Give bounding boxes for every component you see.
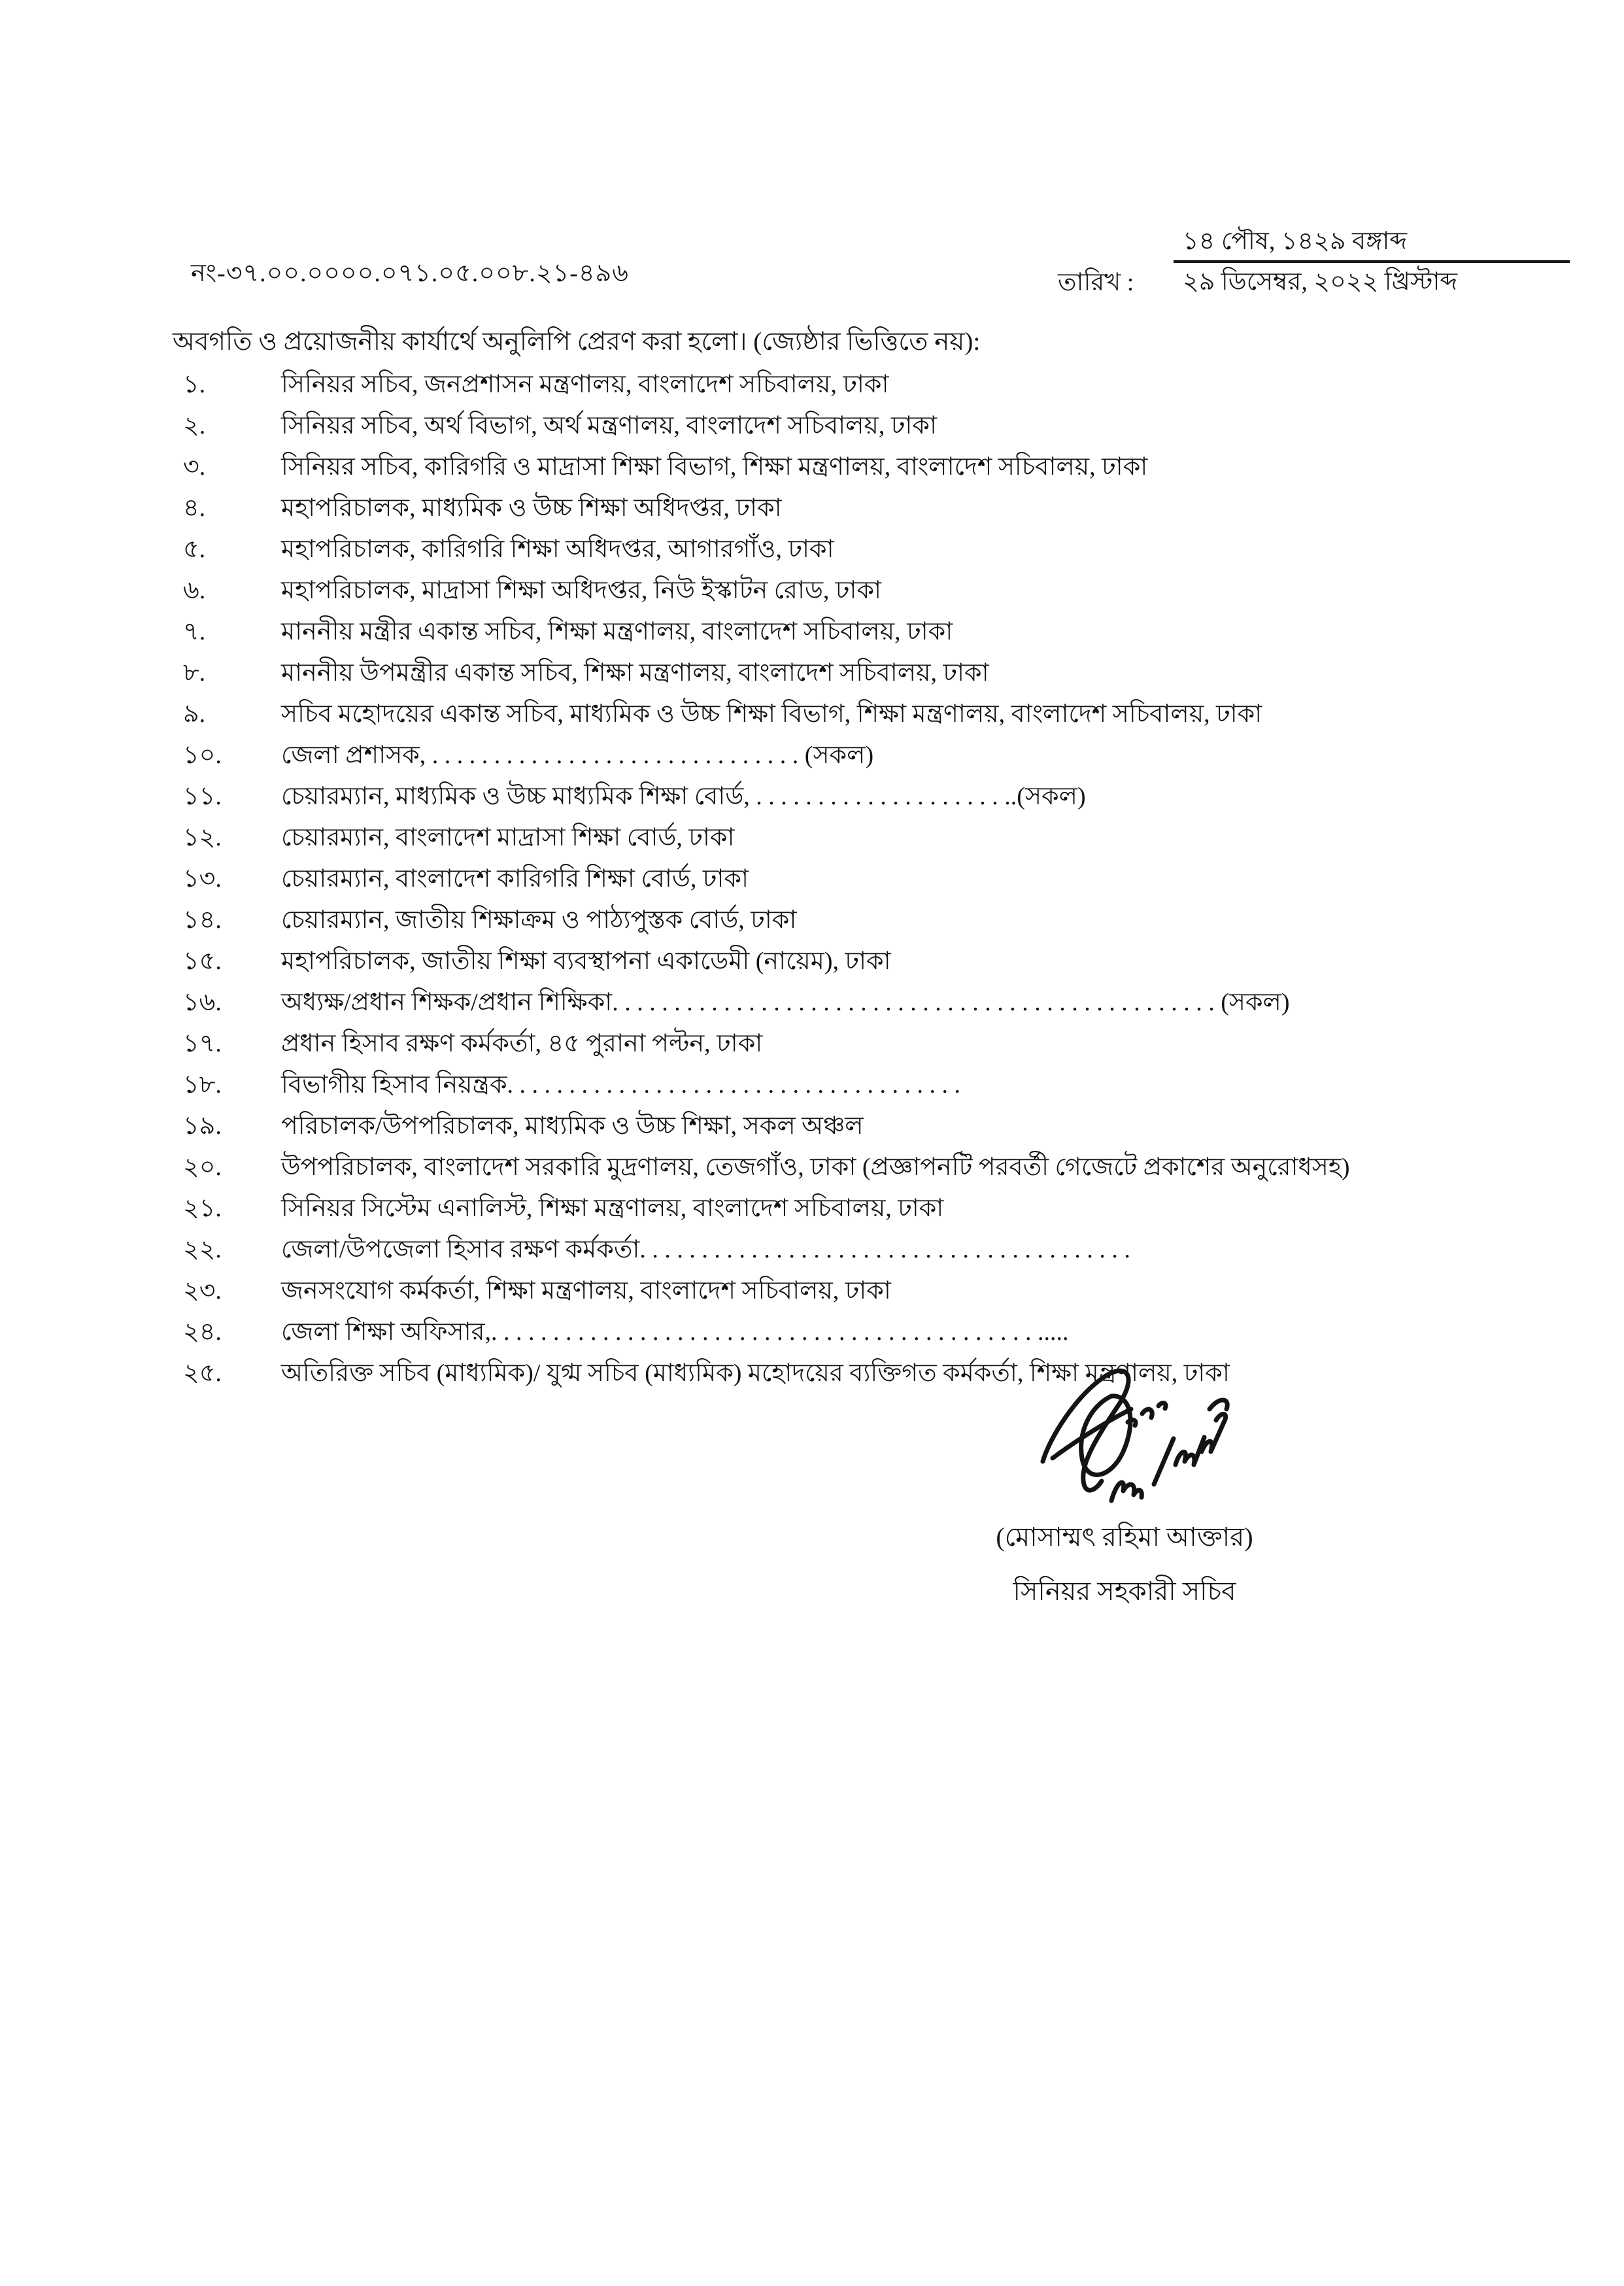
list-item-text: সিনিয়র সচিব, কারিগরি ও মাদ্রাসা শিক্ষা বিভাগ, শিক্ষা মন্ত্রণালয়, বাংলাদেশ সচিবালয়, ঢাকা <box>281 453 1148 481</box>
list-item <box>177 1233 1569 1274</box>
list-item <box>177 944 1569 985</box>
list-item <box>177 697 1569 738</box>
list-item-number: ১৭. <box>183 1030 222 1057</box>
list-item-number: ২৩. <box>183 1277 222 1305</box>
list-item-number: ২. <box>183 412 206 439</box>
list-item <box>177 738 1569 779</box>
list-item-text: জেলা প্রশাসক, . . . . . . . . . . . . . . . . . . . . . . . . . . . . . . (সকল) <box>281 742 874 769</box>
list-item <box>177 367 1569 409</box>
list-item-number: ৪. <box>183 494 206 522</box>
signature-block <box>948 1360 1301 1614</box>
list-item-number: ১৮. <box>183 1071 222 1099</box>
list-item-number: ৬. <box>183 577 206 604</box>
list-item-number: ২৪. <box>183 1318 222 1346</box>
date-bangla-calendar: ১৪ পৌষ, ১৪২৯ বঙ্গাব্দ <box>1174 229 1570 263</box>
list-item <box>177 532 1569 573</box>
memo-reference-number: নং-৩৭.০০.০০০০.০৭১.০৫.০০৮.২১-৪৯৬ <box>191 260 629 287</box>
list-item-text: চেয়ারম্যান, মাধ্যমিক ও উচ্চ মাধ্যমিক শিক্ষা বোর্ড, . . . . . . . . . . . . . . . . . . . . ..(সকল) <box>281 783 1086 810</box>
list-item <box>177 1068 1569 1109</box>
list-item <box>177 656 1569 697</box>
signature-scribble <box>1013 1360 1236 1514</box>
list-item <box>177 1191 1569 1233</box>
list-item-text: জেলা শিক্ষা অফিসার,. . . . . . . . . . . . . . . . . . . . . . . . . . . . . . . . . . . . . . . . . . . . ..... <box>281 1318 1069 1346</box>
list-item <box>177 573 1569 615</box>
list-item <box>177 1150 1569 1191</box>
list-item-number: ৫. <box>183 536 206 563</box>
list-item-number: ১৯. <box>183 1112 222 1140</box>
list-item-number: ১০. <box>183 742 222 769</box>
list-item-text: মাননীয় উপমন্ত্রীর একান্ত সচিব, শিক্ষা মন্ত্রণালয়, বাংলাদেশ সচিবালয়, ঢাকা <box>281 659 989 687</box>
list-item <box>177 450 1569 491</box>
list-item <box>177 1274 1569 1315</box>
list-item-text: মহাপরিচালক, কারিগরি শিক্ষা অধিদপ্তর, আগারগাঁও, ঢাকা <box>281 536 834 563</box>
list-item-number: ১৬. <box>183 989 222 1016</box>
list-item-number: ২২. <box>183 1236 222 1263</box>
list-item <box>177 1356 1569 1397</box>
date-gregorian-calendar: ২৯ ডিসেম্বর, ২০২২ খ্রিস্টাব্দ <box>1183 268 1458 296</box>
list-item-number: ২০. <box>183 1153 222 1181</box>
list-item-number: ১. <box>183 371 206 398</box>
list-item-number: ৯. <box>183 700 206 728</box>
list-item <box>177 409 1569 450</box>
list-item-text: সিনিয়র সচিব, অর্থ বিভাগ, অর্থ মন্ত্রণালয়, বাংলাদেশ সচিবালয়, ঢাকা <box>281 412 937 439</box>
list-item-text: চেয়ারম্যান, বাংলাদেশ মাদ্রাসা শিক্ষা বোর্ড, ঢাকা <box>281 824 735 851</box>
list-item <box>177 1315 1569 1356</box>
list-item-number: ৮. <box>183 659 206 687</box>
list-item-text: চেয়ারম্যান, জাতীয় শিক্ষাক্রম ও পাঠ্যপুস্তক বোর্ড, ঢাকা <box>281 906 797 934</box>
signatory-designation: সিনিয়র সহকারী সচিব <box>1013 1577 1236 1606</box>
list-item-text: অধ্যক্ষ/প্রধান শিক্ষক/প্রধান শিক্ষিকা. . . . . . . . . . . . . . . . . . . . . . . . . . . . . . . . . . . . . . . . . . . . . . . . . (সকল) <box>281 989 1290 1016</box>
list-item-text: সিনিয়র সিস্টেম এনালিস্ট, শিক্ষা মন্ত্রণালয়, বাংলাদেশ সচিবালয়, ঢাকা <box>281 1195 944 1222</box>
list-item-text: মহাপরিচালক, জাতীয় শিক্ষা ব্যবস্থাপনা একাডেমী (নায়েম), ঢাকা <box>281 947 891 975</box>
list-item-text: জনসংযোগ কর্মকর্তা, শিক্ষা মন্ত্রণালয়, বাংলাদেশ সচিবালয়, ঢাকা <box>281 1277 891 1305</box>
list-item-text: প্রধান হিসাব রক্ষণ কর্মকর্তা, ৪৫ পুরানা পল্টন, ঢাকা <box>281 1030 763 1057</box>
list-item-number: ১১. <box>183 783 222 810</box>
list-item-number: ৩. <box>183 453 206 481</box>
list-item-number: ২৫. <box>183 1359 222 1387</box>
list-item-text: মাননীয় মন্ত্রীর একান্ত সচিব, শিক্ষা মন্ত্রণালয়, বাংলাদেশ সচিবালয়, ঢাকা <box>281 618 953 645</box>
list-item-text: বিভাগীয় হিসাব নিয়ন্ত্রক. . . . . . . . . . . . . . . . . . . . . . . . . . . . . . . . . . . . . <box>281 1071 961 1099</box>
list-item-text: মহাপরিচালক, মাধ্যমিক ও উচ্চ শিক্ষা অধিদপ্তর, ঢাকা <box>281 494 782 522</box>
date-label: তারিখ : <box>1058 269 1134 296</box>
list-item-text: সিনিয়র সচিব, জনপ্রশাসন মন্ত্রণালয়, বাংলাদেশ সচিবালয়, ঢাকা <box>281 371 889 398</box>
list-item <box>177 779 1569 821</box>
list-item-text: চেয়ারম্যান, বাংলাদেশ কারিগরি শিক্ষা বোর্ড, ঢাকা <box>281 865 749 893</box>
list-item <box>177 903 1569 944</box>
copy-distribution-intro: অবগতি ও প্রয়োজনীয় কার্যার্থে অনুলিপি প্রেরণ করা হলো। (জ্যেষ্ঠার ভিত্তিতে নয়): <box>173 328 981 356</box>
list-item-number: ১২. <box>183 824 222 851</box>
list-item <box>177 821 1569 862</box>
list-item-number: ১৫. <box>183 947 222 975</box>
list-item-number: ১৪. <box>183 906 222 934</box>
list-item <box>177 491 1569 532</box>
list-item <box>177 1027 1569 1068</box>
list-item-text: অতিরিক্ত সচিব (মাধ্যমিক)/ যুগ্ম সচিব (মাধ্যমিক) মহোদয়ের ব্যক্তিগত কর্মকর্তা, শিক্ষা মন্ত্রণালয়, ঢাকা <box>281 1359 1230 1387</box>
list-item-number: ২১. <box>183 1195 222 1222</box>
list-item-text: সচিব মহোদয়ের একান্ত সচিব, মাধ্যমিক ও উচ্চ শিক্ষা বিভাগ, শিক্ষা মন্ত্রণালয়, বাংলাদেশ সচিবালয়, ঢাকা <box>281 700 1262 728</box>
list-item <box>177 862 1569 903</box>
list-item-text: জেলা/উপজেলা হিসাব রক্ষণ কর্মকর্তা. . . . . . . . . . . . . . . . . . . . . . . . . . . . . . . . . . . . . . . . <box>281 1236 1130 1263</box>
list-item-number: ৭. <box>183 618 206 645</box>
date-block <box>1174 229 1570 294</box>
list-item-text: মহাপরিচালক, মাদ্রাসা শিক্ষা অধিদপ্তর, নিউ ইস্কাটন রোড, ঢাকা <box>281 577 882 604</box>
list-item <box>177 615 1569 656</box>
list-item <box>177 1109 1569 1150</box>
list-item-text: উপপরিচালক, বাংলাদেশ সরকারি মুদ্রণালয়, তেজগাঁও, ঢাকা (প্রজ্ঞাপনটি পরবর্তী গেজেটে প্রকাশের অনুরোধসহ) <box>281 1153 1350 1181</box>
signatory-name: (মোসাম্মৎ রহিমা আক্তার) <box>996 1522 1253 1552</box>
list-item <box>177 985 1569 1027</box>
list-item-number: ১৩. <box>183 865 222 893</box>
list-item-text: পরিচালক/উপপরিচালক, মাধ্যমিক ও উচ্চ শিক্ষা, সকল অঞ্চল <box>281 1112 864 1140</box>
distribution-list <box>177 367 1569 1397</box>
